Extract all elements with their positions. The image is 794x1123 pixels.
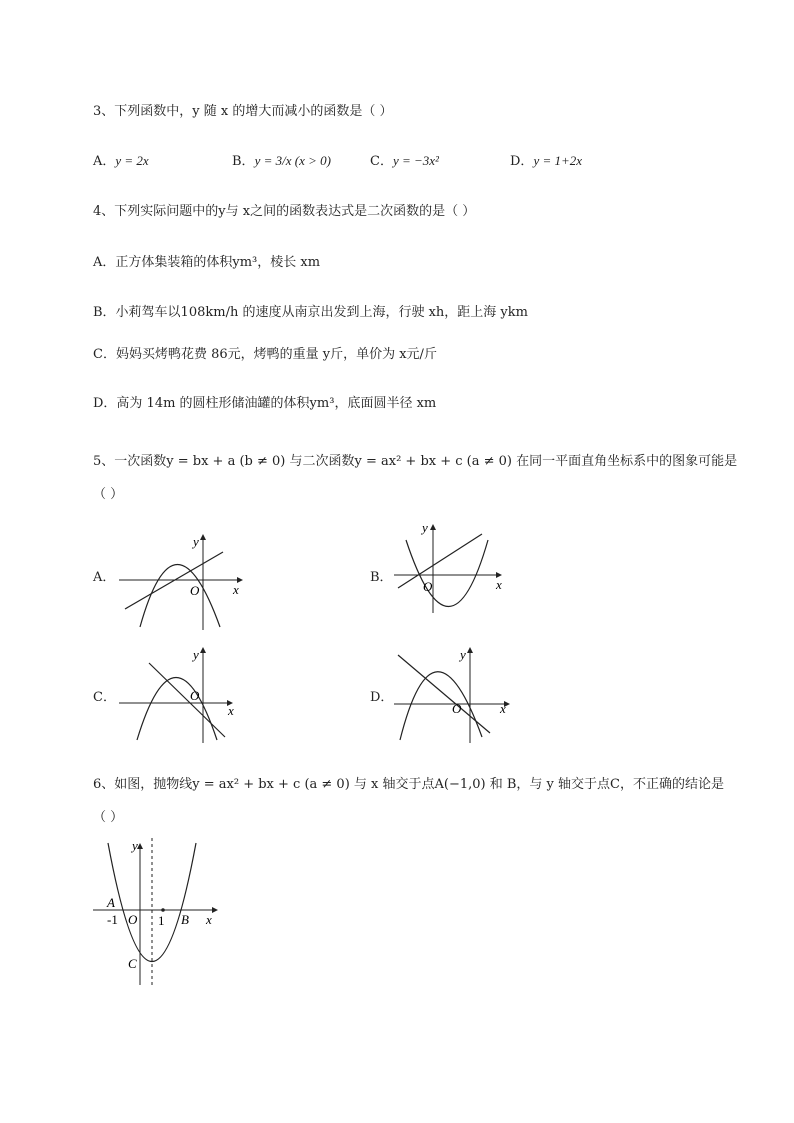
x-label: x — [500, 701, 506, 716]
line — [149, 663, 225, 737]
q3-option-a-expr: y = 2x — [115, 153, 149, 168]
q5-paren: （ ） — [93, 487, 124, 502]
line — [398, 534, 482, 588]
q3-option-d-expr: y = 1+2x — [533, 153, 583, 168]
y-axis-arrow-icon — [200, 534, 206, 540]
q3-stem: 3、下列函数中，y 随 x 的增大而减小的函数是（ ） — [93, 104, 393, 119]
y-axis-arrow-icon — [467, 647, 473, 653]
q5-option-c-label: C． — [93, 690, 116, 705]
x-label: x — [496, 577, 502, 592]
parabola — [140, 565, 220, 628]
line — [398, 655, 490, 733]
q5-option-a-label: A． — [93, 570, 116, 585]
q4-stem: 4、下列实际问题中的y与 x之间的函数表达式是二次函数的是（ ） — [93, 204, 476, 219]
x-axis-arrow-icon — [212, 907, 218, 913]
q5-graph-b — [390, 518, 510, 618]
y-axis-arrow-icon — [137, 843, 143, 849]
q3-option-d-label: D． — [510, 154, 534, 169]
parabola — [108, 843, 196, 962]
origin-label: O — [190, 583, 200, 598]
q3-option-c-expr: y = −3x² — [392, 153, 439, 168]
origin-label: O — [190, 688, 200, 703]
q3-option-a — [93, 150, 149, 169]
x-label: x — [206, 912, 212, 927]
parabola — [137, 678, 217, 741]
q5-stem: 5、一次函数y = bx + a (b ≠ 0) 与二次函数y = ax² + bx + c (a ≠ 0) 在同一平面直角坐标系中的图象可能是 — [93, 454, 738, 469]
q4-option-b: B．小莉驾车以108km/h 的速度从南京出发到上海，行驶 xh，距上海 ykm — [93, 305, 528, 320]
q5-graph-c — [115, 645, 245, 745]
q4-option-d: D．高为 14m 的圆柱形储油罐的体积ym³，底面圆半径 xm — [93, 396, 437, 411]
y-label: y — [422, 520, 428, 535]
q3-option-d — [510, 150, 582, 169]
y-label: y — [132, 838, 138, 853]
origin-label: O — [452, 701, 462, 716]
q3-option-c-label: C． — [370, 154, 393, 169]
q5-graph-a — [115, 532, 245, 632]
y-axis-arrow-icon — [430, 524, 436, 530]
parabola — [406, 540, 488, 607]
q6-figure — [90, 835, 230, 990]
point-a-label: A — [107, 895, 115, 910]
q5-option-b-label: B． — [370, 570, 393, 585]
q3-option-c — [370, 150, 439, 169]
y-axis-arrow-icon — [200, 647, 206, 653]
q4-option-a: A．正方体集装箱的体积ym³，棱长 xm — [93, 255, 321, 270]
tick-one-dot — [161, 908, 165, 912]
q6-paren: （ ） — [93, 810, 124, 825]
q3-option-a-label: A． — [93, 154, 116, 169]
point-c-label: C — [128, 956, 137, 971]
q4-option-c: C．妈妈买烤鸭花费 86元，烤鸭的重量 y斤，单价为 x元/斤 — [93, 347, 437, 362]
q3-option-b — [232, 150, 331, 169]
origin-label: O — [128, 912, 138, 927]
q5-option-d-label: D． — [370, 690, 394, 705]
y-label: y — [193, 647, 199, 662]
point-b-label: B — [181, 912, 189, 927]
y-label: y — [460, 647, 466, 662]
q5-graph-d — [390, 645, 520, 745]
x-label: x — [233, 582, 239, 597]
minus-one-label: -1 — [107, 912, 118, 927]
x-label: x — [228, 703, 234, 718]
q3-option-b-expr: y = 3/x (x > 0) — [254, 153, 331, 168]
q3-option-b-label: B． — [232, 154, 255, 169]
one-label: 1 — [158, 913, 165, 928]
y-label: y — [193, 534, 199, 549]
origin-label: O — [423, 579, 433, 594]
q6-stem: 6、如图，抛物线y = ax² + bx + c (a ≠ 0) 与 x 轴交于点A(−1,0) 和 B，与 y 轴交于点C，不正确的结论是 — [93, 777, 724, 792]
